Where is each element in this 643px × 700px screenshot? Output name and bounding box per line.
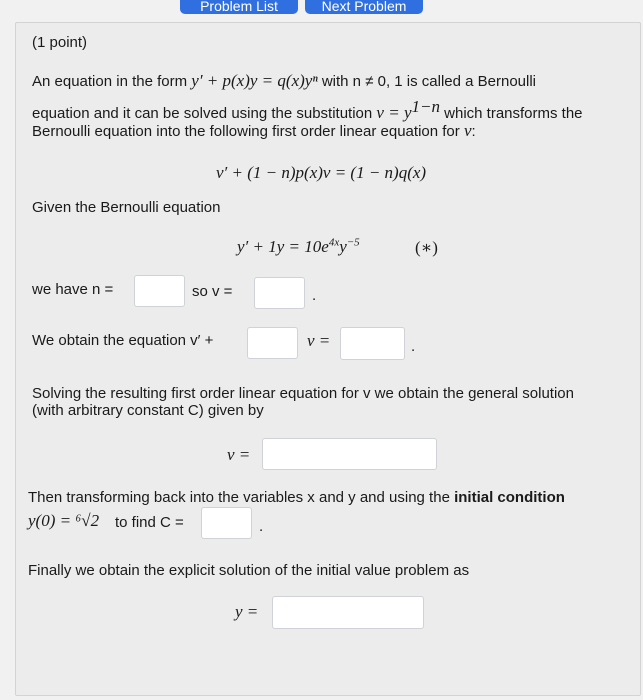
c-input[interactable] — [201, 507, 252, 539]
solving-line-2: (with arbitrary constant C) given by — [32, 402, 264, 419]
bernoulli-form: y′ + p(x)y = q(x)yⁿ — [191, 71, 318, 90]
given-label: Given the Bernoulli equation — [32, 199, 221, 216]
final-line: Finally we obtain the explicit solution of the initial value problem as — [28, 562, 470, 579]
v-equals: v = — [307, 331, 331, 350]
find-c-label: to find C = — [115, 514, 184, 531]
obtain-label: We obtain the equation v′ + — [32, 332, 214, 349]
intro-line-1: An equation in the form y′ + p(x)y = q(x)yⁿ with n ≠ 0, 1 is called a Bernoulli — [32, 71, 537, 90]
period: . — [312, 287, 317, 304]
next-problem-button[interactable]: Next Problem — [305, 0, 423, 14]
period: . — [411, 338, 416, 355]
problem-list-button[interactable]: Problem List — [180, 0, 298, 14]
points-label: (1 point) — [32, 34, 88, 51]
coefficient-input[interactable] — [247, 327, 298, 359]
y-solution-label: y = — [235, 602, 259, 621]
equation-tag: (∗) — [415, 238, 438, 257]
given-equation: $y' + 1y = 10e^{4x}y^{-5}$ — [237, 236, 360, 256]
period: . — [259, 518, 264, 535]
solving-line-1: Solving the resulting first order linear equation for v we obtain the general solution — [32, 385, 574, 402]
v-label: so v = — [192, 283, 233, 300]
rhs-input[interactable] — [340, 327, 405, 360]
intro-line-2: equation and it can be solved using the substitution $v = y^{1-n}$ which transforms the — [32, 97, 583, 122]
top-nav — [0, 0, 643, 20]
intro-line-3: Bernoulli equation into the following first order linear equation for v: — [32, 121, 476, 140]
v-solution-label: v = — [227, 445, 251, 464]
v-input[interactable] — [254, 277, 305, 309]
n-input[interactable] — [134, 275, 185, 307]
linear-equation: v′ + (1 − n)p(x)v = (1 − n)q(x) — [216, 163, 427, 182]
explicit-solution-input[interactable] — [272, 596, 424, 629]
transform-line-1: Then transforming back into the variables x and y and using the initial condition — [28, 489, 565, 506]
general-solution-input[interactable] — [262, 438, 437, 470]
initial-condition: y(0) = ⁶√2 — [28, 511, 100, 530]
n-label: we have n = — [32, 281, 114, 298]
